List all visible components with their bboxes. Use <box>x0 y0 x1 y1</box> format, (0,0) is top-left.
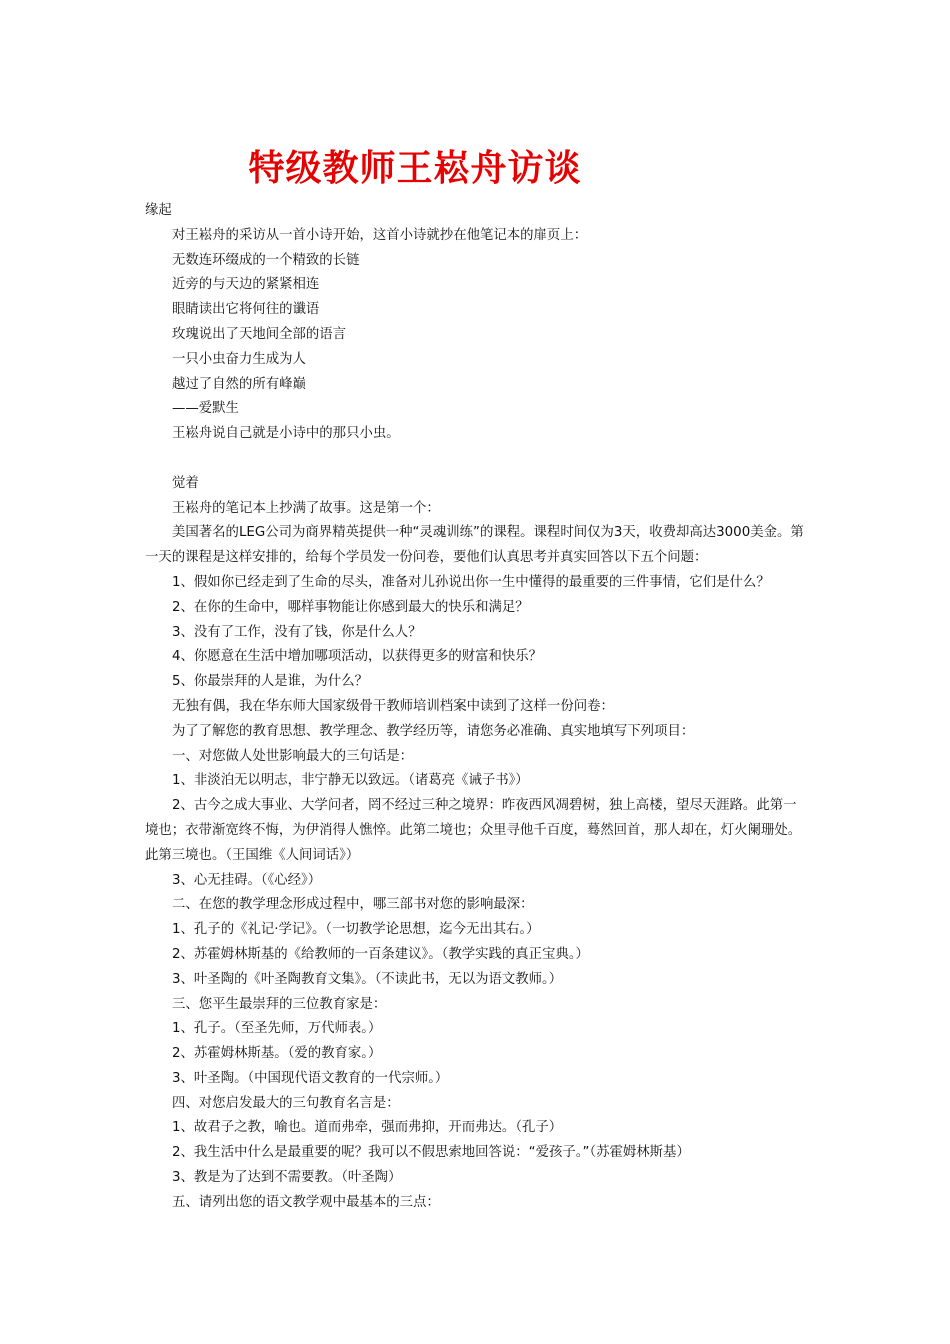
paragraph: 四、对您启发最大的三句教育名言是： <box>172 1095 400 1111</box>
paragraph: 3、教是为了达到不需要教。（叶圣陶） <box>172 1170 402 1186</box>
paragraph: 1、假如你已经走到了生命的尽头，准备对儿孙说出你一生中懂得的最重要的三件事情，它们是什么？ <box>172 574 770 590</box>
paragraph: 1、孔子的《礼记·学记》。（一切教学论思想，迄今无出其右。） <box>172 922 540 938</box>
document-title: 特级教师王崧舟访谈 <box>248 147 582 189</box>
paragraph: 玫瑰说出了天地间全部的语言 <box>172 326 347 342</box>
paragraph: 觉着 <box>172 475 199 491</box>
paragraph: 一只小虫奋力生成为人 <box>172 351 306 367</box>
paragraph: 无数连环缀成的一个精致的长链 <box>172 252 360 268</box>
paragraph: 眼睛读出它将何往的谶语 <box>172 302 320 318</box>
document-body <box>145 199 809 1216</box>
paragraph: 二、在您的教学理念形成过程中，哪三部书对您的影响最深： <box>172 897 534 913</box>
paragraph: 2、古今之成大事业、大学问者，罔不经过三种之境界：昨夜西风凋碧树，独上高楼，望尽天涯路。此第一境也；衣带渐宽终不悔，为伊消得人憔悴。此第二境也；众里寻他千百度，蓦然回首，那人却在，灯火阑珊处。此第三境也。（王国维《人间词话》） <box>145 798 802 863</box>
paragraph: 1、孔子。（至圣先师，万代师表。） <box>172 1021 382 1037</box>
paragraph: 王崧舟说自己就是小诗中的那只小虫。 <box>172 426 400 442</box>
paragraph: 3、叶圣陶的《叶圣陶教育文集》。（不读此书，无以为语文教师。） <box>172 971 563 987</box>
paragraph: 2、我生活中什么是最重要的呢？我可以不假思索地回答说：“爱孩子。”（苏霍姆林斯基） <box>172 1145 690 1161</box>
paragraph: 3、心无挂碍。（《心经》） <box>172 872 322 888</box>
paragraph: 2、苏霍姆林斯基。（爱的教育家。） <box>172 1046 382 1062</box>
paragraph: 五、请列出您的语文教学观中最基本的三点： <box>172 1194 440 1210</box>
paragraph: 美国著名的LEG公司为商界精英提供一种“灵魂训练”的课程。课程时间仅为3天，收费却高达3000美金。第一天的课程是这样安排的，给每个学员发一份问卷，要他们认真思考并真实回答以下五个问题： <box>145 525 804 566</box>
paragraph: 为了了解您的教育思想、教学理念、教学经历等，请您务必准确、真实地填写下列项目： <box>172 723 695 739</box>
paragraph: 无独有偶，我在华东师大国家级骨干教师培训档案中读到了这样一份问卷： <box>172 698 614 714</box>
paragraph: 4、你愿意在生活中增加哪项活动，以获得更多的财富和快乐？ <box>172 649 543 665</box>
paragraph: 2、在你的生命中，哪样事物能让你感到最大的快乐和满足？ <box>172 599 529 615</box>
paragraph: 3、叶圣陶。（中国现代语文教育的一代宗师。） <box>172 1070 449 1086</box>
paragraph: 一、对您做人处世影响最大的三句话是： <box>172 748 414 764</box>
paragraph: ——爱默生 <box>172 401 239 417</box>
paragraph: 近旁的与天边的紧紧相连 <box>172 277 320 293</box>
paragraph: 越过了自然的所有峰巅 <box>172 376 306 392</box>
paragraph: 5、你最崇拜的人是谁，为什么？ <box>172 674 368 690</box>
paragraph: 3、没有了工作，没有了钱，你是什么人？ <box>172 624 422 640</box>
paragraph: 王崧舟的笔记本上抄满了故事。这是第一个： <box>172 500 440 516</box>
paragraph: 1、故君子之教，喻也。道而弗牵，强而弗抑，开而弗达。（孔子） <box>172 1120 563 1136</box>
paragraph: 1、非淡泊无以明志，非宁静无以致远。（诸葛亮《诫子书》） <box>172 773 529 789</box>
paragraph: 三、您平生最崇拜的三位教育家是： <box>172 996 387 1012</box>
paragraph: 2、苏霍姆林斯基的《给教师的一百条建议》。（教学实践的真正宝典。） <box>172 946 589 962</box>
paragraph: 缘起 <box>145 203 172 218</box>
blank-line <box>145 447 809 472</box>
paragraph: 对王崧舟的采访从一首小诗开始，这首小诗就抄在他笔记本的扉页上： <box>172 227 588 243</box>
